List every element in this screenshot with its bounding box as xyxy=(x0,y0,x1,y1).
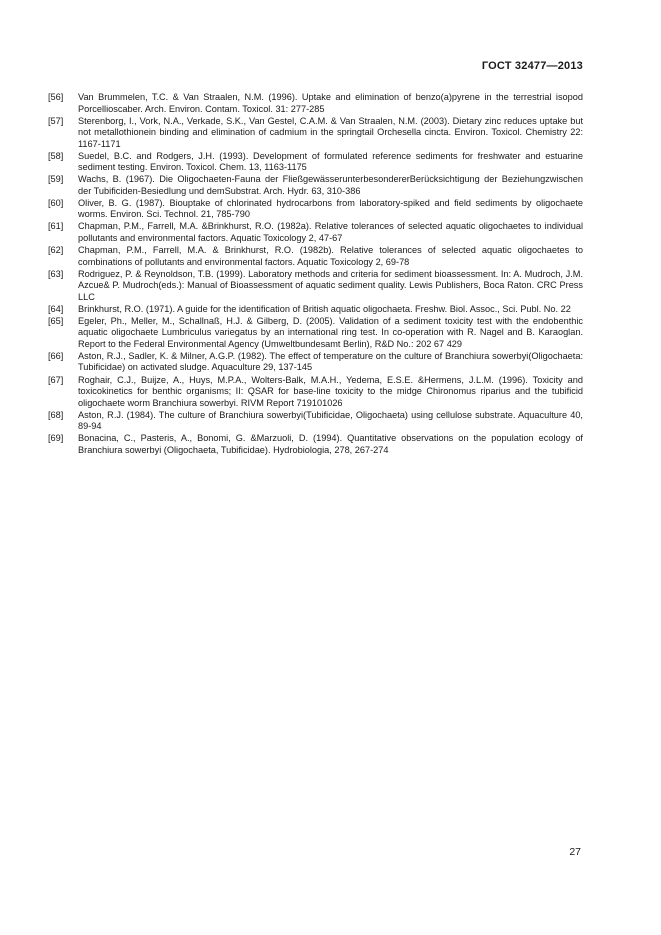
reference-item xyxy=(48,221,583,244)
reference-number: [63] xyxy=(48,268,64,279)
reference-number: [66] xyxy=(48,350,64,361)
reference-number: [56] xyxy=(48,92,64,102)
reference-text: Egeler, Ph., Meller, M., Schallnaß, H.J. & Gilberg, D. (2005). Validation of a sediment toxicity test with the endobenthic aquatic oligochaete Lumbriculus variegatus by an international ring test. In co-operation with R. Nagel and B. Karaoglan. Report to the Federal Environmental Agency (Umweltbundesamt Berlin), R&D No.: 202 67 429 xyxy=(78,315,583,349)
reference-number: [64] xyxy=(48,303,64,314)
document-standard-header: ГОСТ 32477—2013 xyxy=(481,60,583,72)
reference-item xyxy=(48,433,583,456)
reference-text: Aston, R.J., Sadler, K. & Milner, A.G.P. (1982). The effect of temperature on the culture of Branchiura sowerbyi(Oligochaeta: Tubificidae) on activated sludge. Aquaculture 29, 137-145 xyxy=(78,350,583,373)
reference-number: [60] xyxy=(48,197,64,208)
reference-text: Oliver, B. G. (1987). Biouptake of chlorinated hydrocarbons from laboratory-spiked and field sediments by oligochaete worms. Environ. Sci. Technol. 21, 785-790 xyxy=(78,197,583,220)
reference-item xyxy=(48,375,583,410)
reference-item xyxy=(48,351,583,374)
reference-item xyxy=(48,245,583,268)
reference-text: Chapman, P.M., Farrell, M.A. & Brinkhurst, R.O. (1982b). Relative tolerances of selected aquatic oligochaetes to combinations of pollutants and environmental factors. Aquatic Toxicology 2, 69-78 xyxy=(78,245,583,267)
reference-text: Sterenborg, I., Vork, N.A., Verkade, S.K., Van Gestel, C.A.M. & Van Straalen, N.M. (2003). Dietary zinc reduces uptake but not metallothionein binding and elimination of cadmium in the springtail Orchesella cincta. Environ. Toxicol. Chemistry 22: 1167-1171 xyxy=(78,115,583,149)
page-number: 27 xyxy=(569,846,581,858)
reference-number: [59] xyxy=(48,174,64,185)
reference-number: [65] xyxy=(48,315,64,326)
reference-text: Suedel, B.C. and Rodgers, J.H. (1993). Development of formulated reference sediments for freshwater and estuarine sediment testing. Environ. Toxicol. Chem. 13, 1163-1175 xyxy=(78,150,583,173)
reference-item xyxy=(48,116,583,151)
reference-text: Chapman, P.M., Farrell, M.A. &Brinkhurst, R.O. (1982a). Relative tolerances of selected aquatic oligochaetes to individual pollutants and environmental factors. Aquatic Toxicology 2, 47-67 xyxy=(78,221,583,243)
reference-item xyxy=(48,92,583,115)
reference-text: Van Brummelen, T.C. & Van Straalen, N.M. (1996). Uptake and elimination of benzo(a)pyrene in the terrestrial isopod Porcellioscaber. Arch. Environ. Contam. Toxicol. 31: 277-285 xyxy=(78,92,583,114)
reference-text: Aston, R.J. (1984). The culture of Branchiura sowerbyi(Tubificidae, Oligochaeta) using cellulose substrate. Aquaculture 40, 89-94 xyxy=(78,409,583,432)
reference-item xyxy=(48,269,583,304)
reference-number: [61] xyxy=(48,221,64,232)
reference-item xyxy=(48,174,583,197)
reference-item xyxy=(48,198,583,221)
reference-text: Roghair, C.J., Buijze, A., Huys, M.P.A., Wolters-Balk, M.A.H., Yedema, E.S.E. &Hermens, J.L.M. (1996). Toxicity and toxicokinetics for benthic organisms; II: QSAR for base-line toxicity to the midge Chironomus riparius and the tubificid oligochaete worm Branchiura sowerbyi. RIVM Report 719101026 xyxy=(78,374,583,408)
references-list xyxy=(48,92,583,457)
reference-item xyxy=(48,410,583,433)
reference-item xyxy=(48,304,583,316)
reference-number: [57] xyxy=(48,115,64,126)
reference-item xyxy=(48,316,583,351)
reference-number: [69] xyxy=(48,433,64,444)
reference-number: [68] xyxy=(48,409,64,420)
reference-text: Wachs, B. (1967). Die Oligochaeten-Fauna der FließgewässerunterbesondererBerücksichtigung der Beziehungzwischen der Tubificiden-Besiedlung und demSubstrat. Arch. Hydr. 63, 310-386 xyxy=(78,174,583,196)
reference-number: [62] xyxy=(48,245,64,256)
reference-text: Rodriguez, P. & Reynoldson, T.B. (1999). Laboratory methods and criteria for sediment bioassessment. In: A. Mudroch, J.M. Azcue& P. Mudroch(eds.): Manual of Bioassessment of aquatic sediment quality. Lewis Publishers, Boca Raton. CRC Press LLC xyxy=(78,268,583,302)
reference-text: Brinkhurst, R.O. (1971). A guide for the identification of British aquatic oligochaeta. Freshw. Biol. Assoc., Sci. Publ. No. 22 xyxy=(78,303,571,314)
reference-text: Bonacina, C., Pasteris, A., Bonomi, G. &Marzuoli, D. (1994). Quantitative observations on the population ecology of Branchiura sowerbyi (Oligochaeta, Tubificidae). Hydrobiologia, 278, 267-274 xyxy=(78,433,583,455)
reference-item xyxy=(48,151,583,174)
reference-number: [67] xyxy=(48,374,64,385)
reference-number: [58] xyxy=(48,150,64,161)
